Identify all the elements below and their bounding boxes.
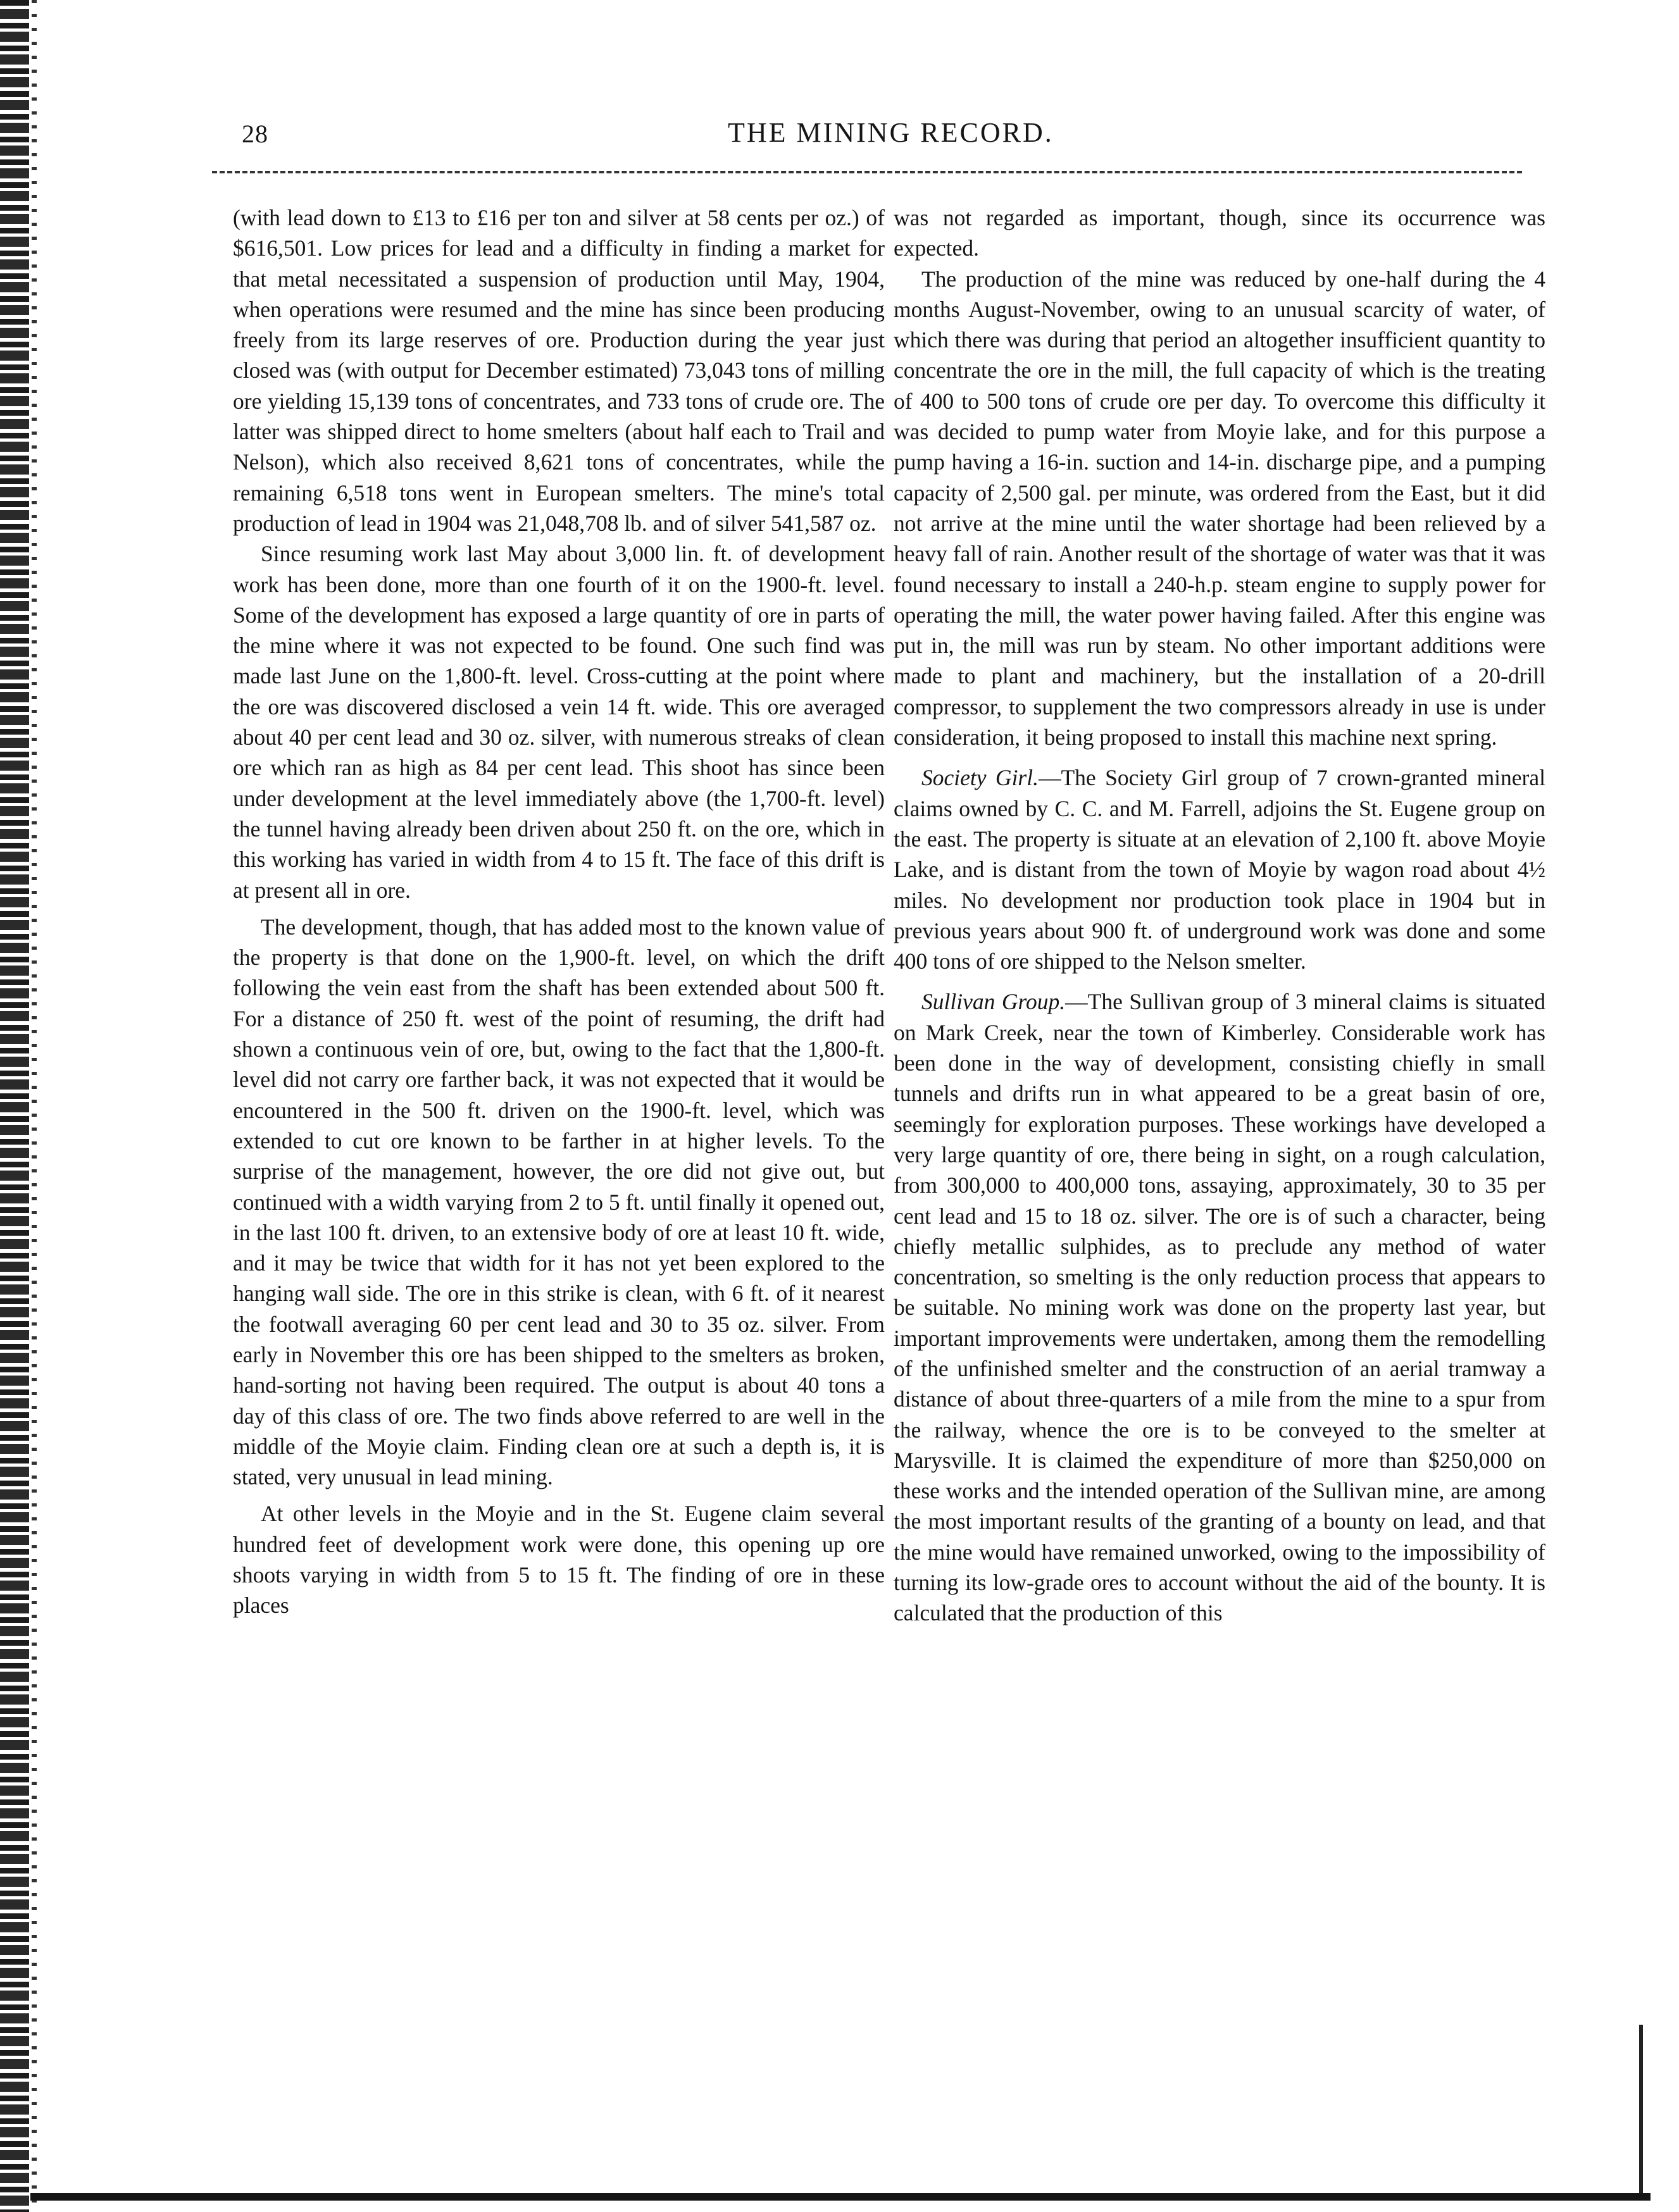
header-rule — [212, 171, 1522, 173]
left-paragraph-1: (with lead down to £13 to £16 per ton and silver at 58 cents per oz.) of $616,501. Low prices for lead and a difficulty in finding a market for that metal necessitated a suspension of production until May, 1904, when operations were resumed and the mine has since been producing freely from its large reserves of ore. Production during the year just closed was (with output for December estimated) 73,043 tons of milling ore yielding 15,139 tons of concentrates, and 733 tons of crude ore. The latter was shipped direct to home smelters (about half each to Trail and Nelson), which also received 8,621 tons of concentrates, while the remaining 6,518 tons went in European smelters. The mine's total production of lead in 1904 was 21,048,708 lb. and of silver 541,587 oz. — [233, 205, 885, 536]
bottom-rule — [30, 2193, 1651, 2201]
left-paragraph-3: The development, though, that has added most to the known value of the property is that done on the 1,900-ft. level, on which the drift following the vein east from the shaft has been extended about 500 ft. For a distance of 250 ft. west of the point of resuming, the drift had shown a continuous vein of ore, but, owing to the fact that the 1,800-ft. level did not carry ore farther back, it was not expected that it would be encountered in the 500 ft. driven on the 1900-ft. level, which was extended to cut ore known to be farther in at higher levels. To the surprise of the management, however, the ore did not give out, but continued with a width varying from 2 to 5 ft. until finally it opened out, in the last 100 ft. driven, to an extensive body of ore at least 10 ft. wide, and it may be twice that width for it has not yet been explored to the hanging wall side. The ore in this strike is clean, with 6 ft. of it nearest the footwall averaging 60 per cent lead and 30 to 35 oz. silver. From early in November this ore has been shipped to the smelters as broken, hand-sorting not having been required. The output is about 40 tons a day of this class of ore. The two finds above referred to are well in the middle of the Moyie claim. Finding clean ore at such a depth is, it is stated, very unusual in lead mining. — [233, 914, 885, 1490]
running-title: THE MINING RECORD. — [728, 117, 1054, 148]
binding-strip — [32, 0, 37, 2212]
page-number: 28 — [242, 120, 268, 148]
right-paragraph-2: The production of the mine was reduced by one-half during the 4 months August-November, owing to an unusual scarcity of water, of which there was during that period an altogether insufficient quantity to concentrate the ore in the mill, the full capacity of which is the treating of 400 to 500 tons of crude ore per day. To overcome this difficulty it was decided to pump water from Moyie lake, and for this purpose a pump having a 16-in. suction and 14-in. discharge pipe, and a pumping capacity of 2,500 gal. per minute, was ordered from the East, but it did not arrive at the mine until the water shortage had been relieved by a heavy fall of rain. Another result of the shortage of water was that it was found necessary to install a 240-h.p. steam engine to supply power for operating the mill, the water power having failed. After this engine was put in, the mill was run by steam. No other important additions were made to plant and machinery, but the installation of a 20-drill compressor, to supplement the two compressors already in use is under consideration, it being proposed to install this machine next spring. — [894, 266, 1545, 750]
corner-mark — [1639, 2025, 1643, 2196]
society-girl-heading: Society Girl. — [921, 765, 1039, 791]
sullivan-text: —The Sullivan group of 3 mineral claims is situated on Mark Creek, near the town of Kimberley. Considerable work has been done in the way of development, consisting chiefly in small tunnels and drifts run in what appeared to be a great basin of ore, seemingly for exploration purposes. These workings have developed a very large quantity of ore, there being in sight, on a rough calculation, from 300,000 to 400,000 tons, assaying, approximately, 30 to 35 per cent lead and 15 to 18 oz. silver. The ore is of such a character, being chiefly metallic sulphides, as to preclude any method of water concentration, so smelting is the only reduction process that appears to be suitable. No mining work was done on the property last year, but important improvements were undertaken, among them the remodelling of the unfinished smelter and the construction of an aerial tramway a distance of about three-quarters of a mile from the mine to a spur from the railway, whence the ore is to be conveyed to the smelter at Marysville. It is claimed the expenditure of more than $250,000 on these works and the intended operation of the Sullivan mine, are among the most important results of the granting of a bounty on lead, and that the mine would have remained unworked, owing to the impossibility of turning its low-grade ores to account without the aid of the bounty. It is calculated that the production of this — [894, 989, 1545, 1626]
right-paragraph-1: was not regarded as important, though, since its occurrence was expected. — [894, 205, 1545, 261]
left-paragraph-2: Since resuming work last May about 3,000 lin. ft. of development work has been done, more than one fourth of it on the 1900-ft. level. Some of the development has exposed a large quantity of ore in parts of the mine where it was not expected to be found. One such find was made last June on the 1,800-ft. level. Cross-cutting at the point where the ore was discovered disclosed a vein 14 ft. wide. This ore averaged about 40 per cent lead and 30 oz. silver, with numerous streaks of clean ore which ran as high as 84 per cent lead. This shoot has since been under development at the level immediately above (the 1,700-ft. level) the tunnel having already been driven about 250 ft. on the ore, which in this working has varied in width from 4 to 15 ft. The face of this drift is at present all in ore. — [233, 541, 885, 903]
society-girl-text: —The Society Girl group of 7 crown-granted mineral claims owned by C. C. and M. Farrell, adjoins the St. Eugene group on the east. The property is situate at an elevation of 2,100 ft. above Moyie Lake, and is distant from the town of Moyie by wagon road about 4½ miles. No development nor production took place in 1904 but in previous years about 900 ft. of underground work was done and some 400 tons of ore shipped to the Nelson smelter. — [894, 765, 1545, 974]
society-girl-paragraph — [894, 762, 1545, 976]
right-column — [894, 202, 1545, 1629]
sullivan-heading: Sullivan Group. — [921, 989, 1066, 1015]
left-column — [233, 202, 885, 1621]
left-paragraph-4: At other levels in the Moyie and in the St. Eugene claim several hundred feet of development work were done, this opening up ore shoots varying in width from 5 to 15 ft. The finding of ore in these places — [233, 1501, 885, 1619]
binding-edge — [0, 0, 29, 2212]
sullivan-paragraph — [894, 986, 1545, 1628]
